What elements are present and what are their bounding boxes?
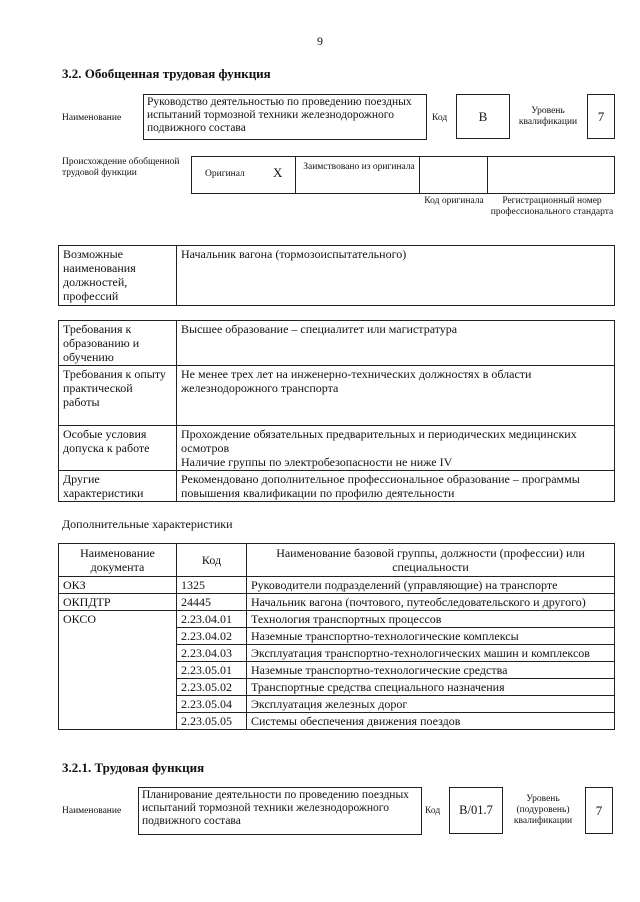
row-code: 2.23.05.04 [177, 696, 247, 713]
row-name: Наземные транспортно-технологические средства [247, 662, 615, 679]
table-row [59, 577, 615, 594]
name-label: Наименование [62, 113, 122, 123]
row-code: 2.23.04.03 [177, 645, 247, 662]
req-conditions-cell [177, 426, 615, 471]
row-code: 2.23.05.02 [177, 679, 247, 696]
req-conditions-value: Прохождение обязательных предварительных и периодических медицинских осмотров [181, 427, 577, 455]
requirements-table [58, 320, 615, 502]
table-row [59, 611, 615, 628]
origin-label: Происхождение обобщенной трудовой функции [62, 157, 180, 178]
row-name: Наземные транспортно-технологические комплексы [247, 628, 615, 645]
name-label: Наименование [62, 806, 122, 816]
positions-label: Возможные наименования должностей, профессий [59, 246, 177, 306]
origin-divider [295, 156, 296, 193]
positions-table [58, 245, 615, 306]
code-label: Код [432, 113, 448, 123]
level-label: Уровень квалификации [518, 106, 578, 127]
row-code: 2.23.05.01 [177, 662, 247, 679]
req-other-value: Рекомендовано дополнительное профессиональное образование – программы повышения квалификации по профилю деятельности [177, 471, 615, 502]
additional-table [58, 543, 615, 730]
reg-number-caption: Регистрационный номер профессионального стандарта [490, 196, 614, 217]
level-value: 7 [585, 787, 613, 834]
req-conditions-value2: Наличие группы по электробезопасности не ниже IV [181, 455, 453, 469]
row-doc: ОКПДТР [59, 594, 177, 611]
borrowed-label: Заимствовано из оригинала [303, 162, 415, 172]
labor-function-code: B/01.7 [449, 787, 503, 834]
level-label: Уровень (подуровень) квалификации [513, 794, 573, 826]
page-number: 9 [317, 34, 323, 48]
row-name: Транспортные средства специального назначения [247, 679, 615, 696]
function-name-box: Руководство деятельностью по проведению поездных испытаний тормозной техники железнодорожного подвижного состава [143, 94, 427, 140]
origin-divider [487, 156, 488, 193]
additional-title: Дополнительные характеристики [62, 517, 233, 531]
row-name: Руководители подразделений (управляющие) на транспорте [247, 577, 615, 594]
row-name: Системы обеспечения движения поездов [247, 713, 615, 730]
row-name: Эксплуатация транспортно-технологических машин и комплексов [247, 645, 615, 662]
req-conditions-label: Особые условия допуска к работе [59, 426, 177, 471]
row-code: 24445 [177, 594, 247, 611]
row-doc: ОКСО [59, 611, 177, 730]
row-name: Эксплуатация железных дорог [247, 696, 615, 713]
req-other-label: Другие характеристики [59, 471, 177, 502]
labor-function-name-box: Планирование деятельности по проведению поездных испытаний тормозной техники железнодорожного подвижного состава [138, 787, 422, 835]
code-label: Код [425, 806, 441, 816]
positions-value: Начальник вагона (тормозоиспытательного) [177, 246, 615, 306]
req-experience-value: Не менее трех лет на инженерно-технических должностях в области железнодорожного транспорта [177, 366, 615, 426]
row-name: Начальник вагона (почтового, путеобследовательского и другого) [247, 594, 615, 611]
level-value: 7 [587, 94, 615, 139]
subsection-heading: 3.2.1. Трудовая функция [62, 760, 205, 775]
row-name: Технология транспортных процессов [247, 611, 615, 628]
req-education-label: Требования к образованию и обучению [59, 321, 177, 366]
table-row [59, 594, 615, 611]
col-header-doc: Наименование документа [59, 544, 177, 577]
row-code: 2.23.05.05 [177, 713, 247, 730]
original-label: Оригинал [205, 169, 245, 179]
row-code: 2.23.04.02 [177, 628, 247, 645]
original-mark: X [273, 165, 283, 180]
row-code: 2.23.04.01 [177, 611, 247, 628]
row-doc: ОКЗ [59, 577, 177, 594]
origin-divider [419, 156, 420, 193]
section-heading: 3.2. Обобщенная трудовая функция [62, 66, 271, 81]
code-value: B [456, 94, 510, 139]
row-code: 1325 [177, 577, 247, 594]
col-header-name: Наименование базовой группы, должности (профессии) или специальности [247, 544, 615, 577]
req-experience-label: Требования к опыту практической работы [59, 366, 177, 426]
req-education-value: Высшее образование – специалитет или магистратура [177, 321, 615, 366]
code-original-caption: Код оригинала [424, 196, 484, 206]
col-header-code: Код [177, 544, 247, 577]
